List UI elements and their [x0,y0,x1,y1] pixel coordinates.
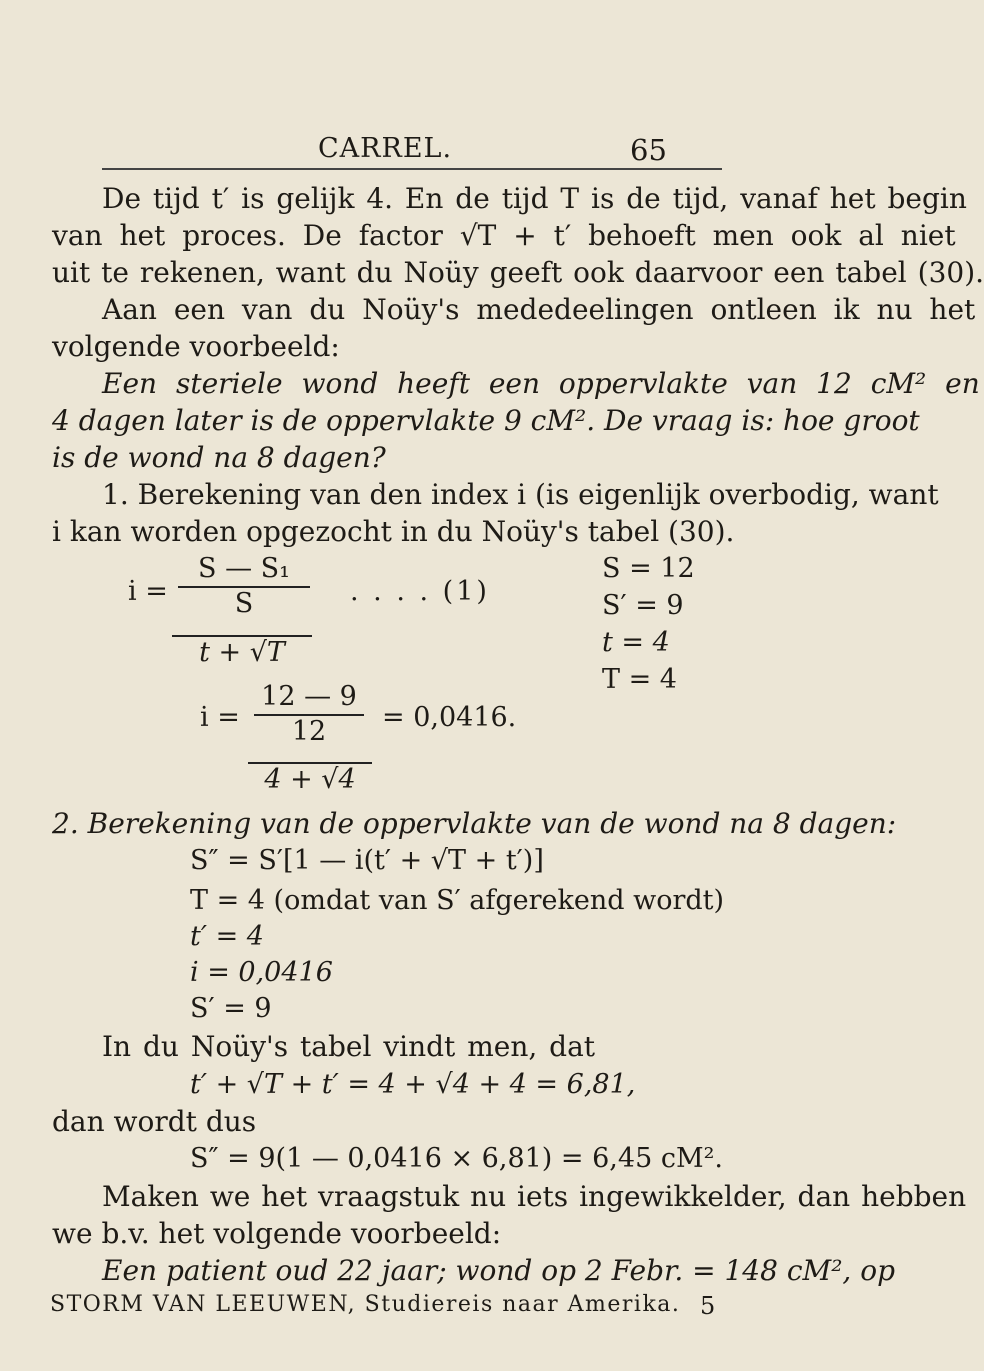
running-title: CARREL. [318,133,453,164]
fraction [178,553,310,619]
calculation: S″ = 9(1 — 0,0416 × 6,81) = 6,45 cM². [190,1143,723,1174]
condition: S′ = 9 [190,993,272,1024]
section-heading: 2. Berekening van de oppervlakte van de wond na 8 dagen: [52,807,897,840]
formula-lhs: i = [200,702,240,733]
given-value: t = 4 [602,627,670,658]
denominator-expression: 4 + √4 [248,762,372,795]
outer-denominator [248,760,372,795]
body-line: dan wordt dus [52,1105,257,1138]
body-line: volgende voorbeeld: [52,330,340,363]
body-line: i kan worden opgezocht in du Noüy's tabel (30). [52,515,735,548]
page-number: 65 [630,133,667,167]
body-line: De tijd t′ is gelijk 4. En de tijd T is de tijd, vanaf het begin [102,182,967,215]
signature-mark: 5 [700,1292,716,1320]
body-line: 1. Berekening van den index i (is eigenlijk overbodig, want [102,478,939,511]
running-header [0,133,800,173]
denominator: 12 [254,714,364,747]
formula-result: = 0,0416. [382,702,517,733]
denominator-expression: t + √T [172,635,312,668]
fraction [254,681,364,747]
given-value: S = 12 [602,553,695,584]
body-line: Een steriele wond heeft een oppervlakte van 12 cM² en [102,367,980,400]
body-line: In du Noüy's tabel vindt men, dat [102,1030,596,1063]
given-value: S′ = 9 [602,590,684,621]
body-line: Maken we het vraagstuk nu iets ingewikkelder, dan hebben [102,1180,967,1213]
body-line: 4 dagen later is de oppervlakte 9 cM². De vraag is: hoe groot [52,404,920,437]
numerator: 12 — 9 [261,681,357,712]
body-line: uit te rekenen, want du Noüy geeft ook daarvoor een tabel (30). [52,256,984,289]
condition: t′ = 4 [190,921,264,952]
outer-denominator [172,633,312,668]
numerator: S — S₁ [198,553,290,584]
denominator: S [178,586,310,619]
footer-imprint: STORM VAN LEEUWEN, Studiereis naar Amerika. [50,1292,681,1317]
body-line: Aan een van du Noüy's mededeelingen ontleen ik nu het [102,293,976,326]
equation-label: . . . . (1) [350,576,490,607]
body-line: we b.v. het volgende voorbeeld: [52,1217,502,1250]
header-rule [102,168,722,170]
condition: i = 0,0416 [190,957,333,988]
formula-lhs: i = [128,576,168,607]
equation: S″ = S′[1 — i(t′ + √T + t′)] [190,845,544,876]
given-value: T = 4 [602,664,677,695]
body-line: Een patient oud 22 jaar; wond op 2 Febr. = 148 cM², op [102,1254,895,1287]
condition: T = 4 (omdat van S′ afgerekend wordt) [190,885,725,916]
calculation: t′ + √T + t′ = 4 + √4 + 4 = 6,81, [190,1069,636,1100]
body-line: van het proces. De factor √T + t′ behoeft men ook al niet [52,219,956,252]
body-line: is de wond na 8 dagen? [52,441,386,474]
